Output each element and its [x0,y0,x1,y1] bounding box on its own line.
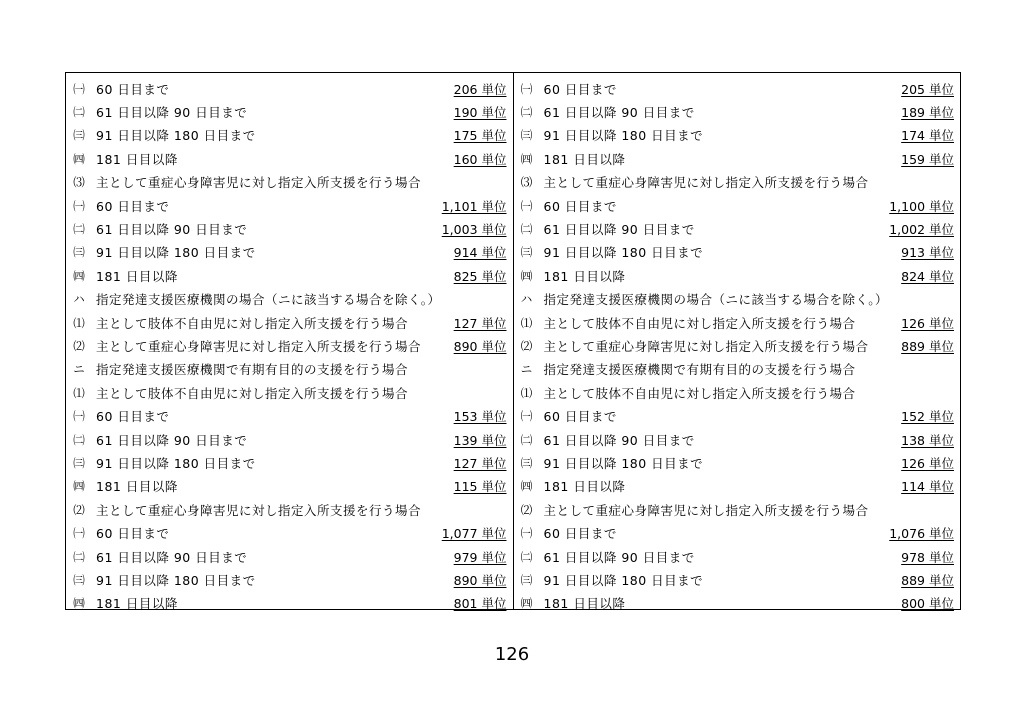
table-row [514,264,961,287]
item-text: 181 日目以降 [543,268,626,284]
item-marker: ㈢ [520,455,533,470]
table-row [66,147,513,170]
unit-value: 800 単位 [901,596,954,612]
table-row [514,334,961,357]
table-row [66,405,513,428]
table-row [514,568,961,591]
item-text: 181 日目以降 [543,151,626,167]
unit-value: 205 単位 [901,81,954,97]
item-text: 181 日目以降 [543,479,626,495]
unit-value: 175 単位 [453,128,507,144]
table-row [66,264,513,287]
item-marker: ハ [73,292,85,307]
item-marker: ㈣ [520,151,533,166]
table-row [514,241,961,264]
item-text: 181 日目以降 [96,268,178,284]
table-row [66,334,513,357]
item-marker: ニ [73,362,85,377]
item-marker: ㈢ [520,572,533,587]
item-marker: ニ [520,362,533,377]
table-row [66,77,513,100]
unit-value: 126 単位 [901,315,954,331]
unit-value: 159 単位 [901,151,954,167]
table-row [66,358,513,381]
item-marker: ㈣ [73,151,85,166]
item-marker: ㈣ [520,479,533,494]
item-marker: ⑵ [73,338,85,353]
right-column [514,73,961,612]
table-row [514,124,961,147]
item-marker: ㈢ [73,128,85,143]
table-row [66,194,513,217]
item-text: 181 日目以降 [96,479,178,495]
item-text: 主として肢体不自由児に対し指定入所支援を行う場合 [96,385,409,401]
item-text: 61 日目以降 90 日目まで [543,432,695,448]
item-marker: ㈡ [520,432,533,447]
comparison-table [65,72,961,610]
table-row [66,522,513,545]
item-marker: ㈡ [73,432,85,447]
unit-value: 153 単位 [453,409,507,425]
table-row [66,498,513,521]
item-marker: ㈢ [73,572,85,587]
item-marker: ㈣ [520,596,533,611]
unit-value: 189 単位 [901,104,954,120]
item-text: 61 日目以降 90 日目まで [96,104,248,120]
item-marker: ㈡ [520,104,533,119]
item-text: 61 日目以降 90 日目まで [96,549,248,565]
table-row [66,451,513,474]
unit-value: 127 単位 [453,455,507,471]
item-text: 60 日目まで [543,409,617,425]
unit-value: 206 単位 [453,81,507,97]
table-row [66,592,513,615]
left-column [66,73,514,612]
item-marker: ⑴ [520,315,533,330]
item-marker: ⑵ [73,502,85,517]
item-text: 61 日目以降 90 日目まで [96,221,248,237]
item-text: 61 日目以降 90 日目まで [543,104,695,120]
unit-value: 114 単位 [901,479,954,495]
table-row [514,592,961,615]
table-row [514,405,961,428]
item-marker: ㈣ [73,479,85,494]
table-row [66,171,513,194]
item-marker: ⑵ [520,338,533,353]
item-marker: ⑴ [520,385,533,400]
table-row [514,545,961,568]
table-row [514,522,961,545]
item-text: 91 日目以降 180 日目まで [543,455,704,471]
item-text: 60 日目まで [543,81,617,97]
item-text: 主として重症心身障害児に対し指定入所支援を行う場合 [96,175,422,191]
table-row [66,124,513,147]
table-row [66,428,513,451]
item-text: 181 日目以降 [96,151,178,167]
unit-value: 890 単位 [453,338,507,354]
item-marker: ㈣ [73,596,85,611]
unit-value: 914 単位 [453,245,507,261]
item-text: 指定発達支援医療機関で有期有目的の支援を行う場合 [96,362,409,378]
unit-value: 1,003 単位 [441,221,507,237]
item-marker: ㈡ [520,221,533,236]
item-marker: ㈢ [520,128,533,143]
unit-value: 890 単位 [453,572,507,588]
item-text: 60 日目まで [96,526,170,542]
unit-value: 1,077 単位 [441,526,507,542]
item-marker: ⑵ [520,502,533,517]
item-text: 主として重症心身障害児に対し指定入所支援を行う場合 [543,175,869,191]
item-marker: ㈡ [73,549,85,564]
table-row [514,428,961,451]
item-text: 91 日目以降 180 日目まで [96,455,256,471]
unit-value: 152 単位 [901,409,954,425]
page-number: 126 [494,644,530,665]
table-row [66,311,513,334]
item-text: 主として重症心身障害児に対し指定入所支援を行う場合 [543,502,869,518]
item-text: 91 日目以降 180 日目まで [96,245,256,261]
item-text: 60 日目まで [96,81,170,97]
unit-value: 801 単位 [453,596,507,612]
table-row [66,475,513,498]
unit-value: 127 単位 [453,315,507,331]
item-text: 60 日目まで [96,409,170,425]
item-marker: ㈡ [520,549,533,564]
table-row [514,475,961,498]
item-marker: ㈠ [73,409,85,424]
table-row [514,217,961,240]
item-marker: ㈢ [73,455,85,470]
item-marker: ㈡ [73,221,85,236]
unit-value: 1,101 単位 [441,198,507,214]
unit-value: 889 単位 [901,338,954,354]
table-row [66,288,513,311]
unit-value: 1,076 単位 [889,526,954,542]
item-marker: ㈠ [520,81,533,96]
unit-value: 824 単位 [901,268,954,284]
table-row [514,77,961,100]
unit-value: 978 単位 [901,549,954,565]
unit-value: 889 単位 [901,572,954,588]
table-row [514,100,961,123]
item-text: 指定発達支援医療機関の場合（ニに該当する場合を除く。） [96,292,441,308]
item-text: 60 日目まで [543,198,617,214]
table-row [66,100,513,123]
table-row [66,241,513,264]
item-text: 91 日目以降 180 日目まで [543,245,704,261]
unit-value: 115 単位 [453,479,507,495]
item-text: 主として重症心身障害児に対し指定入所支援を行う場合 [543,338,869,354]
item-text: 91 日目以降 180 日目まで [96,128,256,144]
item-text: 主として肢体不自由児に対し指定入所支援を行う場合 [543,385,856,401]
table-row [514,171,961,194]
unit-value: 913 単位 [901,245,954,261]
item-marker: ⑴ [73,315,85,330]
item-text: 61 日目以降 90 日目まで [543,549,695,565]
unit-value: 190 単位 [453,104,507,120]
item-marker: ㈠ [520,526,533,541]
table-row [66,381,513,404]
table-row [514,147,961,170]
unit-value: 126 単位 [901,455,954,471]
item-marker: ㈠ [73,198,85,213]
unit-value: 1,100 単位 [889,198,954,214]
item-text: 主として重症心身障害児に対し指定入所支援を行う場合 [96,338,422,354]
item-text: 91 日目以降 180 日目まで [543,128,704,144]
table-row [514,358,961,381]
table-row [66,568,513,591]
item-text: 指定発達支援医療機関で有期有目的の支援を行う場合 [543,362,856,378]
table-row [514,451,961,474]
table-row [66,545,513,568]
table-row [514,381,961,404]
item-text: 91 日目以降 180 日目まで [543,572,704,588]
item-marker: ハ [520,292,533,307]
item-marker: ㈠ [73,526,85,541]
item-marker: ㈠ [520,409,533,424]
item-marker: ㈠ [73,81,85,96]
item-text: 61 日目以降 90 日目まで [96,432,248,448]
item-marker: ㈠ [520,198,533,213]
item-marker: ㈣ [520,268,533,283]
item-marker: ㈢ [520,245,533,260]
item-text: 60 日目まで [96,198,170,214]
item-text: 181 日目以降 [543,596,626,612]
item-text: 指定発達支援医療機関の場合（ニに該当する場合を除く。） [543,292,889,308]
item-marker: ⑴ [73,385,85,400]
item-text: 主として肢体不自由児に対し指定入所支援を行う場合 [543,315,856,331]
table-row [66,217,513,240]
item-text: 181 日目以降 [96,596,178,612]
item-marker: ⑶ [73,175,85,190]
item-marker: ㈢ [73,245,85,260]
unit-value: 979 単位 [453,549,507,565]
item-text: 主として肢体不自由児に対し指定入所支援を行う場合 [96,315,409,331]
table-row [514,498,961,521]
table-row [514,311,961,334]
item-text: 91 日目以降 180 日目まで [96,572,256,588]
unit-value: 160 単位 [453,151,507,167]
unit-value: 139 単位 [453,432,507,448]
table-row [514,194,961,217]
table-row [514,288,961,311]
unit-value: 825 単位 [453,268,507,284]
item-text: 主として重症心身障害児に対し指定入所支援を行う場合 [96,502,422,518]
item-marker: ㈣ [73,268,85,283]
item-marker: ㈡ [73,104,85,119]
item-text: 60 日目まで [543,526,617,542]
item-text: 61 日目以降 90 日目まで [543,221,695,237]
unit-value: 138 単位 [901,432,954,448]
unit-value: 1,002 単位 [889,221,954,237]
item-marker: ⑶ [520,175,533,190]
unit-value: 174 単位 [901,128,954,144]
